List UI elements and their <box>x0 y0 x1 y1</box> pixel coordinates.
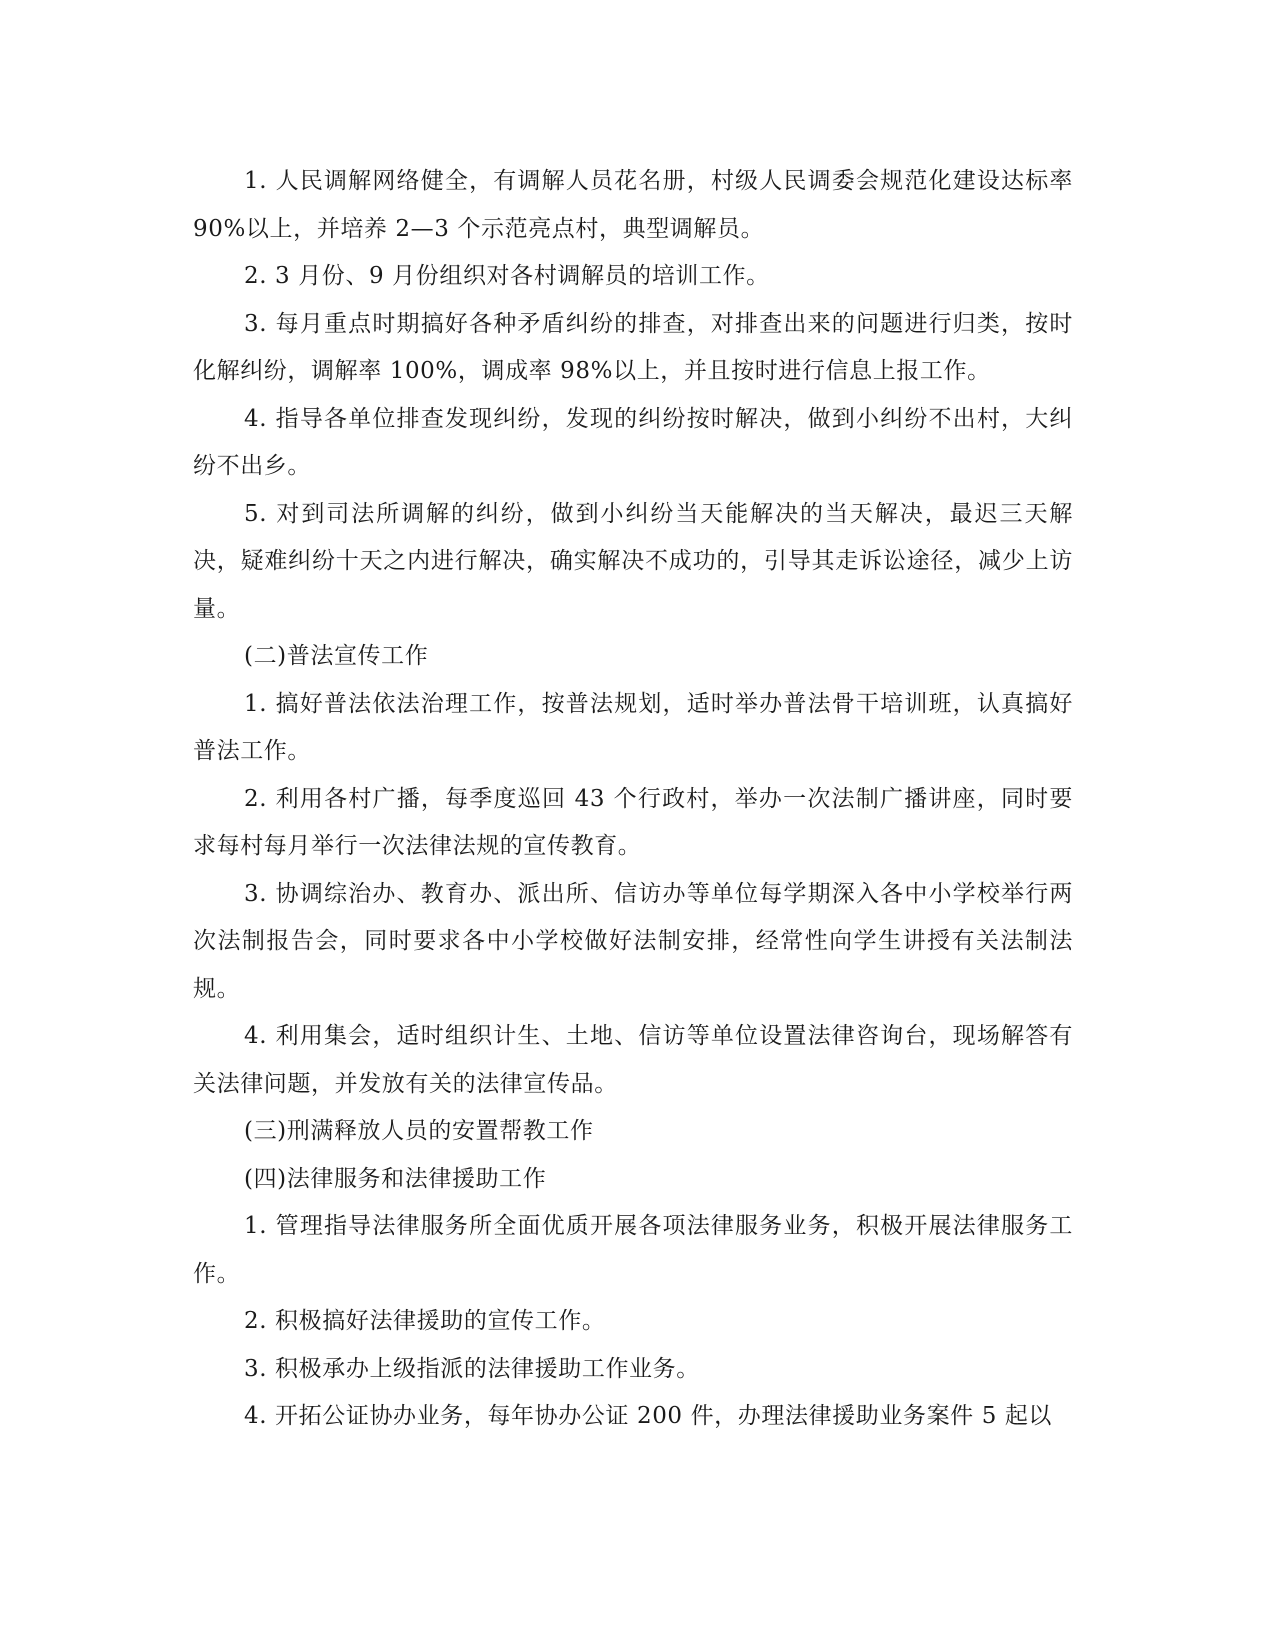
paragraph: 2. 3 月份、9 月份组织对各村调解员的培训工作。 <box>244 263 770 289</box>
paragraph: 2. 利用各村广播，每季度巡回 43 个行政村，举办一次法制广播讲座，同时要求每村每月举行一次法律法规的宣传教育。 <box>193 785 1073 859</box>
paragraph: 4. 利用集会，适时组织计生、土地、信访等单位设置法律咨询台，现场解答有关法律问题，并发放有关的法律宣传品。 <box>193 1023 1073 1097</box>
document-body <box>193 158 1073 1441</box>
paragraph: 1. 管理指导法律服务所全面优质开展各项法律服务业务，积极开展法律服务工作。 <box>193 1213 1073 1287</box>
paragraph: 1. 搞好普法依法治理工作，按普法规划，适时举办普法骨干培训班，认真搞好普法工作。 <box>193 690 1073 764</box>
paragraph: 4. 开拓公证协办业务，每年协办公证 200 件，办理法律援助业务案件 5 起以 <box>244 1403 1053 1429</box>
paragraph: 3. 每月重点时期搞好各种矛盾纠纷的排查，对排查出来的问题进行归类，按时化解纠纷，调解率 100%，调成率 98%以上，并且按时进行信息上报工作。 <box>193 310 1073 384</box>
section-heading: (四)法律服务和法律援助工作 <box>244 1165 547 1192</box>
paragraph: 3. 积极承办上级指派的法律援助工作业务。 <box>244 1355 700 1382</box>
paragraph: 5. 对到司法所调解的纠纷，做到小纠纷当天能解决的当天解决，最迟三天解决，疑难纠纷十天之内进行解决，确实解决不成功的，引导其走诉讼途径，减少上访量。 <box>193 500 1073 622</box>
section-heading: (三)刑满释放人员的安置帮教工作 <box>244 1118 594 1144</box>
section-heading: (二)普法宣传工作 <box>244 643 429 669</box>
paragraph: 3. 协调综治办、教育办、派出所、信访办等单位每学期深入各中小学校举行两次法制报告会，同时要求各中小学校做好法制安排，经常性向学生讲授有关法制法规。 <box>193 880 1073 1002</box>
paragraph: 2. 积极搞好法律援助的宣传工作。 <box>244 1308 606 1334</box>
paragraph: 1. 人民调解网络健全，有调解人员花名册，村级人民调委会规范化建设达标率 90%以上，并培养 2—3 个示范亮点村，典型调解员。 <box>193 168 1073 242</box>
paragraph: 4. 指导各单位排查发现纠纷，发现的纠纷按时解决，做到小纠纷不出村，大纠纷不出乡。 <box>193 405 1073 479</box>
